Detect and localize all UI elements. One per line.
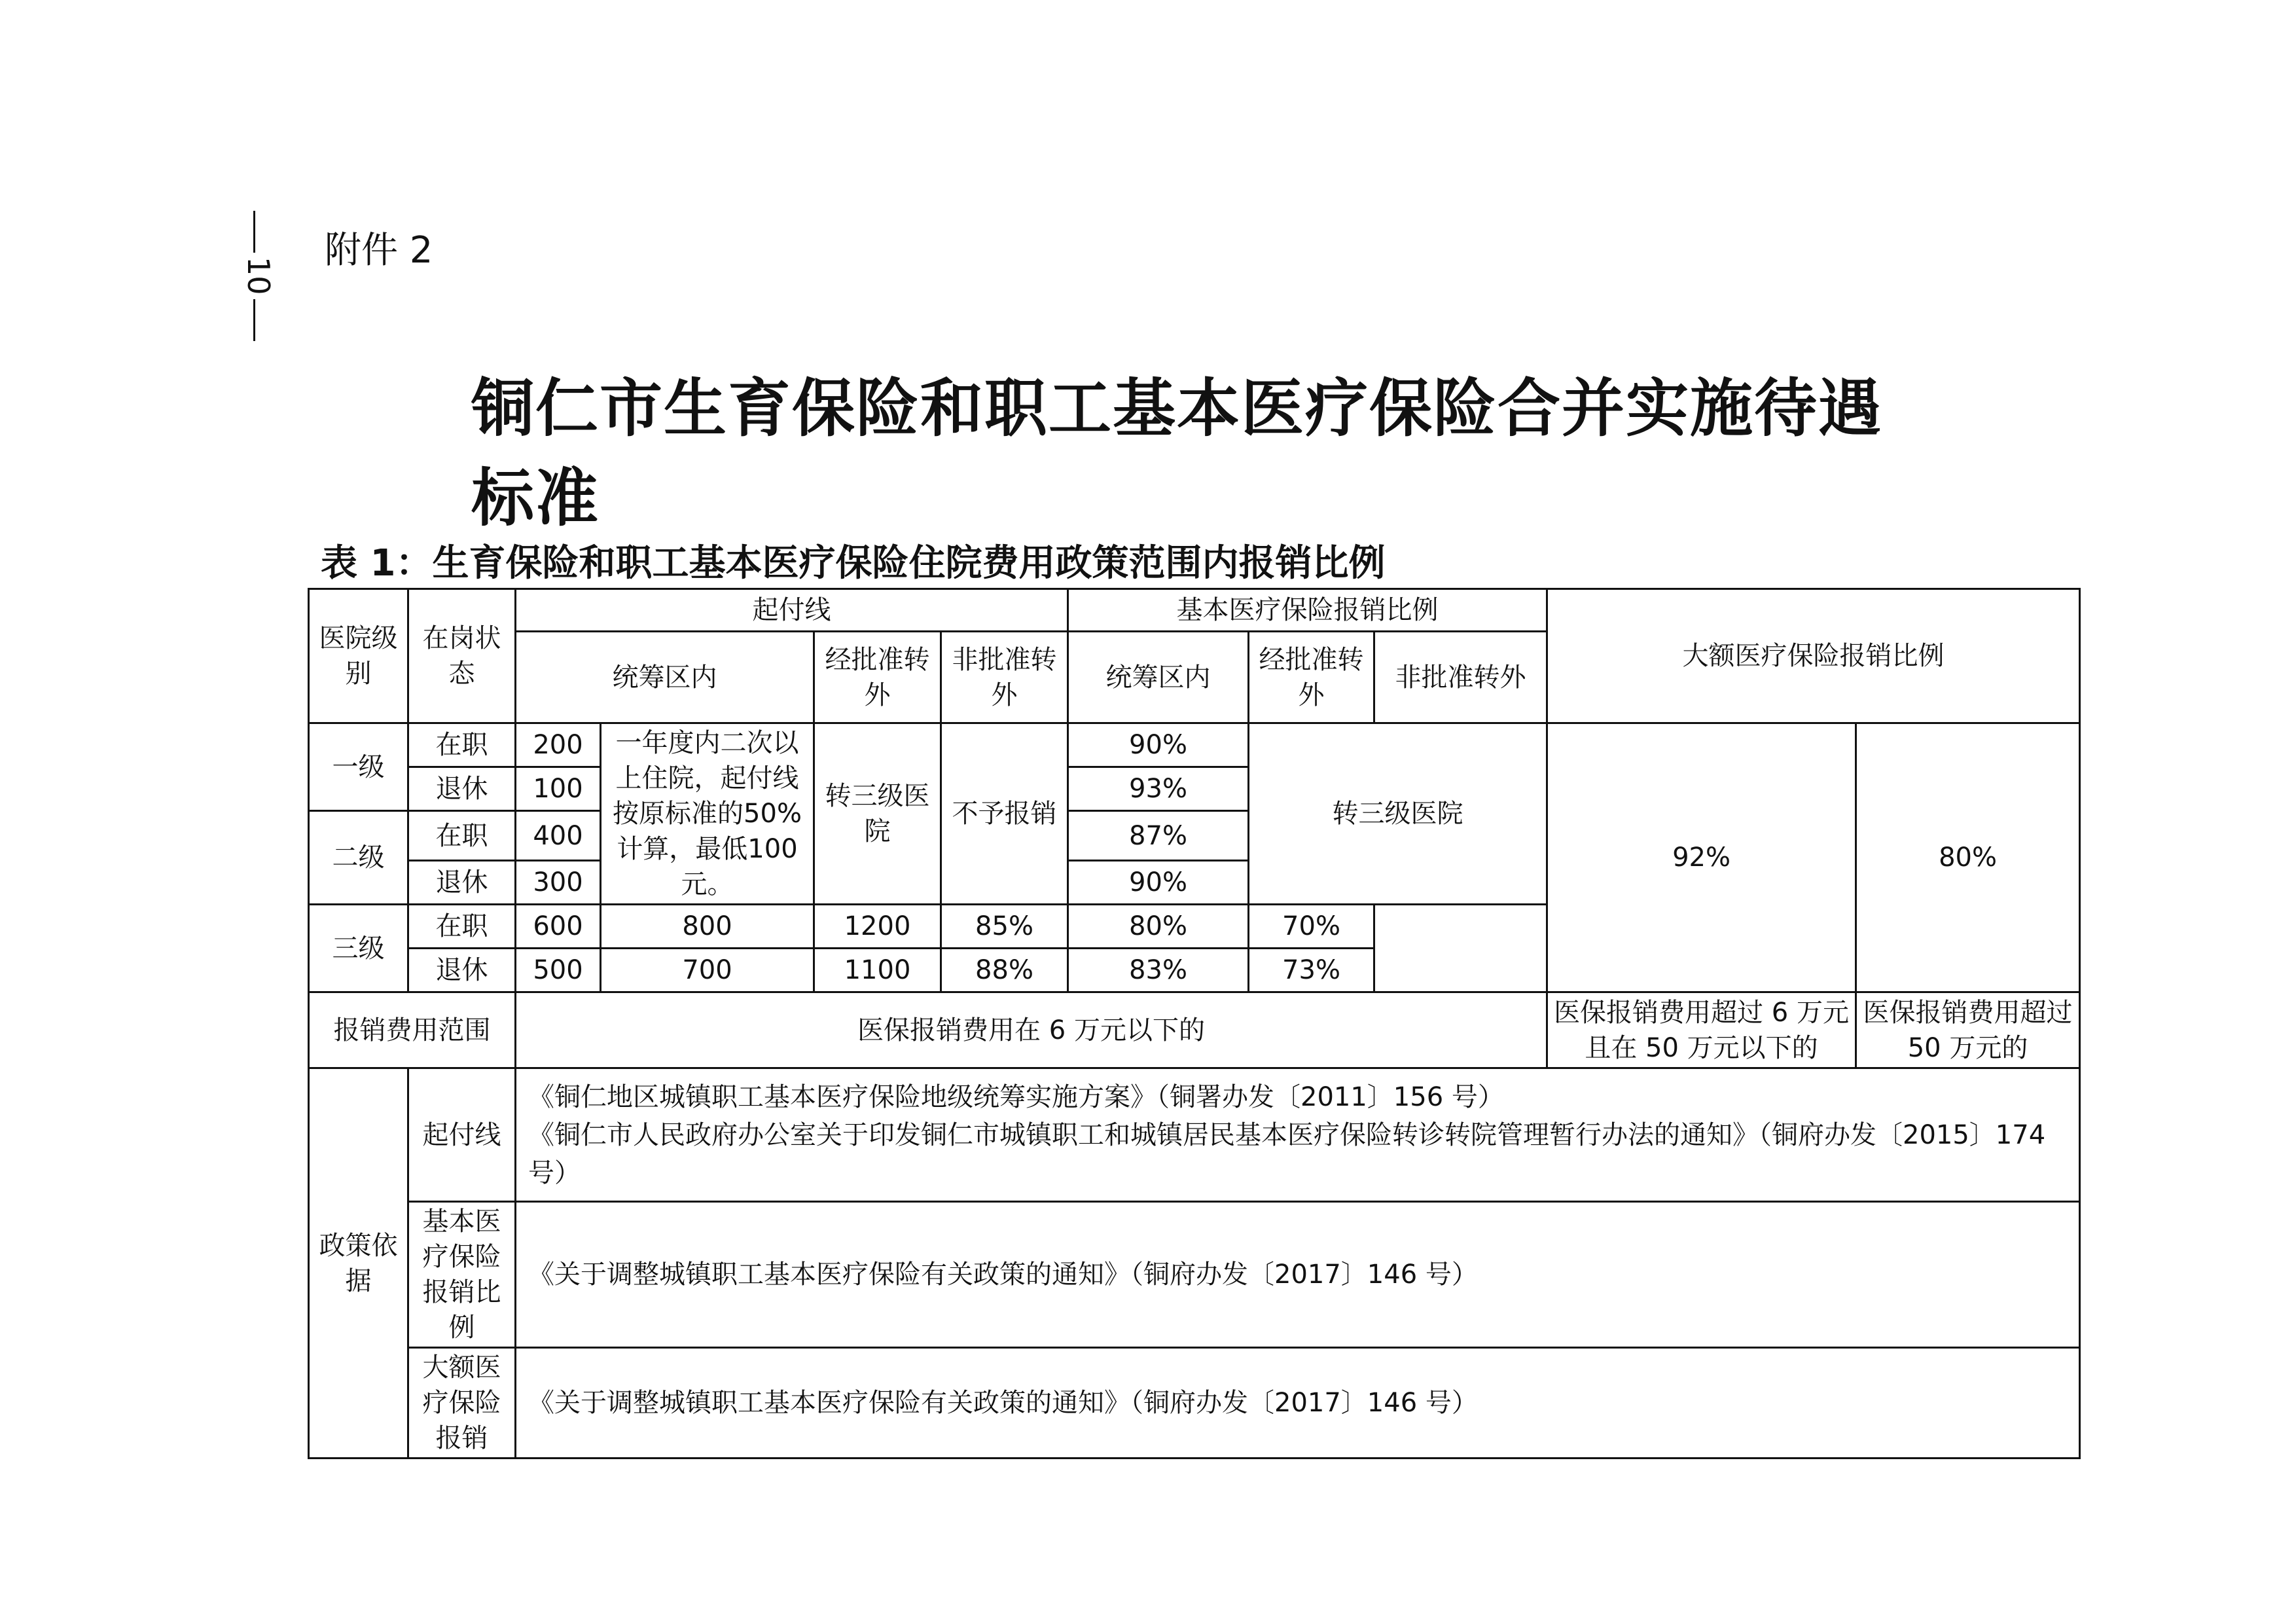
deductible-cell: 200 [516, 723, 601, 767]
header-approved-transfer: 经批准转外 [814, 632, 941, 723]
page-number-rule-bottom [253, 299, 255, 341]
basic-unapproved-cell: 73% [1249, 949, 1374, 992]
basic-in-pool-cell: 85% [941, 905, 1068, 949]
status-cell: 退休 [408, 861, 516, 905]
basic-approved-cell: 80% [1068, 905, 1249, 949]
status-cell: 在职 [408, 811, 516, 861]
approved-transfer-note: 转三级医院 [814, 723, 941, 905]
second-stay-note: 一年度内二次以上住院，起付线按原标准的50%计算，最低100元。 [601, 723, 814, 905]
policy-doc-2: 《铜仁市人民政府办公室关于印发铜仁市城镇职工和城镇居民基本医疗保险转诊转院管理暂行办法的通知》（铜府办发〔2015〕174 号） [528, 1119, 2046, 1188]
basic-unapproved-cell: 70% [1249, 905, 1374, 949]
deductible-cell: 400 [516, 811, 601, 861]
header-large-ratio: 大额医疗保险报销比例 [1547, 589, 2080, 723]
header-unapproved-transfer: 非批准转外 [941, 632, 1068, 723]
unapproved-cell: 1200 [814, 905, 941, 949]
large-ratio-cell-1: 92% [1547, 723, 1856, 992]
table-caption: 表 1：生育保险和职工基本医疗保险住院费用政策范围内报销比例 [321, 542, 1386, 585]
status-cell: 退休 [408, 949, 516, 992]
policy-label: 政策依据 [309, 1068, 408, 1459]
deductible-cell: 300 [516, 861, 601, 905]
approved-cell: 800 [601, 905, 814, 949]
page-number-text: 10 [241, 257, 276, 295]
basic-approved-cell: 83% [1068, 949, 1249, 992]
approved-cell: 700 [601, 949, 814, 992]
policy-item-text [516, 1068, 2080, 1202]
policy-item-label: 大额医疗保险报销 [408, 1348, 516, 1459]
header-basic-approved: 经批准转外 [1249, 632, 1374, 723]
header-deductible: 起付线 [516, 589, 1068, 632]
basic-in-pool-cell: 87% [1068, 811, 1249, 861]
attachment-label: 附件 2 [325, 229, 433, 272]
policy-doc-1: 《铜仁地区城镇职工基本医疗保险地级统筹实施方案》（铜署办发〔2011〕156 号） [528, 1081, 1504, 1112]
level-cell: 一级 [309, 723, 408, 811]
scope-large-2: 医保报销费用超过 50 万元的 [1856, 992, 2080, 1068]
level-cell: 二级 [309, 811, 408, 905]
large-ratio-cell-2: 80% [1856, 723, 2080, 992]
status-cell: 在职 [408, 723, 516, 767]
basic-in-pool-cell: 90% [1068, 861, 1249, 905]
policy-item-label: 起付线 [408, 1068, 516, 1202]
unapproved-cell: 1100 [814, 949, 941, 992]
deductible-cell: 600 [516, 905, 601, 949]
page-number [241, 211, 276, 341]
scope-large-1: 医保报销费用超过 6 万元且在 50 万元以下的 [1547, 992, 1856, 1068]
policy-item-label: 基本医疗保险报销比例 [408, 1202, 516, 1348]
scope-basic: 医保报销费用在 6 万元以下的 [516, 992, 1547, 1068]
header-basic-ratio: 基本医疗保险报销比例 [1068, 589, 1547, 632]
header-employment-status: 在岗状态 [408, 589, 516, 723]
basic-in-pool-cell: 93% [1068, 767, 1249, 811]
deductible-cell: 500 [516, 949, 601, 992]
deductible-cell: 100 [516, 767, 601, 811]
reimbursement-table [308, 588, 2081, 1459]
header-basic-unapproved: 非批准转外 [1374, 632, 1547, 723]
page-number-rule-top [253, 211, 255, 253]
policy-doc-3: 《关于调整城镇职工基本医疗保险有关政策的通知》（铜府办发〔2017〕146 号） [516, 1202, 2080, 1348]
document-title: 铜仁市生育保险和职工基本医疗保险合并实施待遇标准 [471, 372, 1882, 535]
basic-in-pool-cell: 90% [1068, 723, 1249, 767]
status-cell: 退休 [408, 767, 516, 811]
basic-in-pool-cell: 88% [941, 949, 1068, 992]
header-hospital-level: 医院级别 [309, 589, 408, 723]
policy-doc-4: 《关于调整城镇职工基本医疗保险有关政策的通知》（铜府办发〔2017〕146 号） [516, 1348, 2080, 1459]
status-cell: 在职 [408, 905, 516, 949]
scope-label: 报销费用范围 [309, 992, 516, 1068]
unapproved-transfer-note: 不予报销 [941, 723, 1068, 905]
header-basic-in-pool: 统筹区内 [1068, 632, 1249, 723]
header-in-pool: 统筹区内 [516, 632, 814, 723]
basic-transfer-note: 转三级医院 [1249, 723, 1547, 905]
level-cell: 三级 [309, 905, 408, 992]
